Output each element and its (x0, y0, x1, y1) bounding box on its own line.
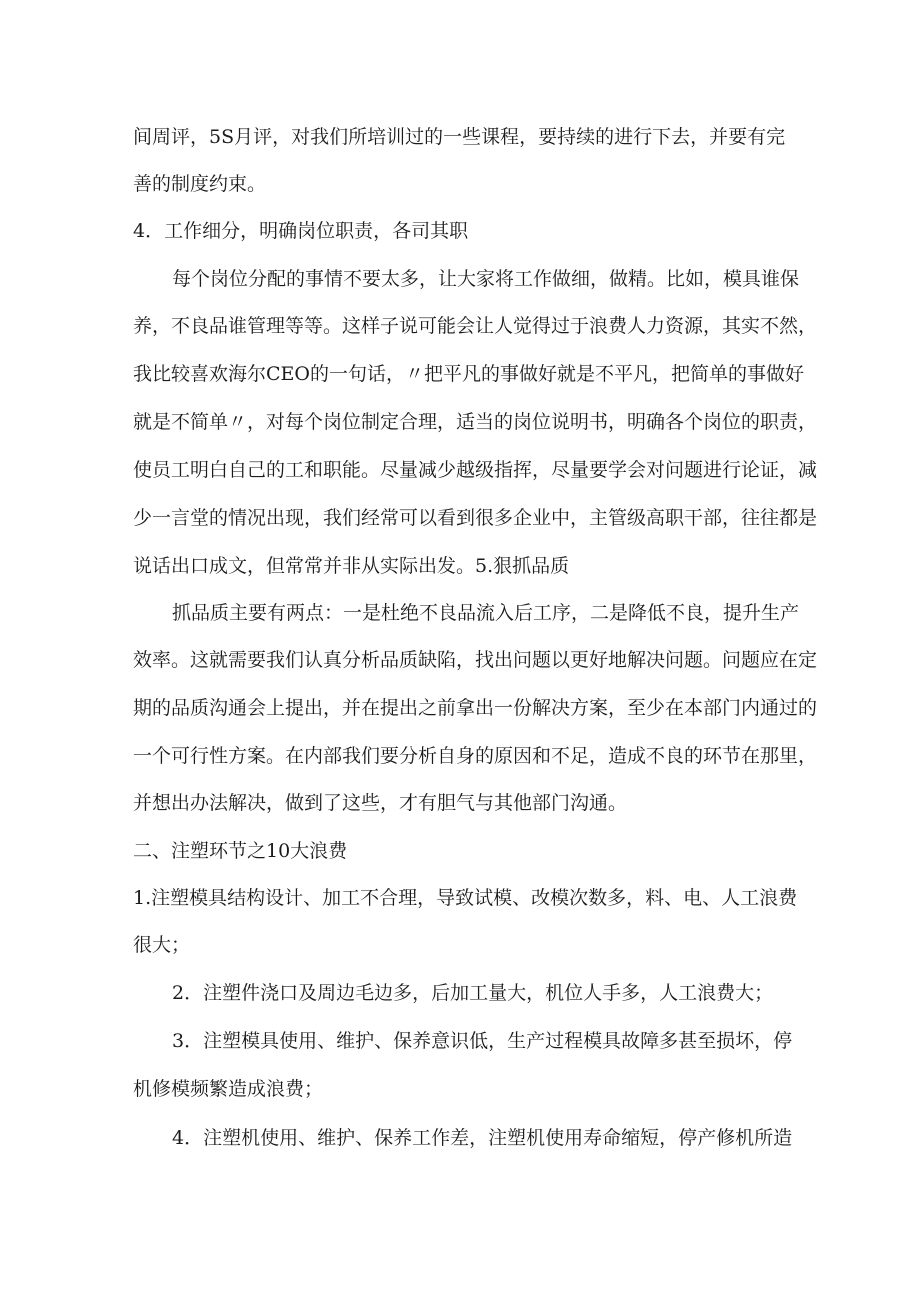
paragraph-line: 使员工明白自己的工和职能。尽量减少越级指挥，尽量要学会对问题进行论证，减 (133, 459, 818, 481)
paragraph-line: 善的制度约束。 (133, 173, 267, 195)
paragraph-line: 间周评，5S月评，对我们所培训过的一些课程，要持续的进行下去，并要有完 (133, 126, 786, 148)
paragraph-line: 说话出口成文，但常常并非从实际出发。5.狠抓品质 (133, 555, 570, 577)
paragraph-line: 每个岗位分配的事情不要太多，让大家将工作做细，做精。比如，模具谁保 (172, 268, 800, 290)
paragraph-line: 抓品质主要有两点：一是杜绝不良品流入后工序，二是降低不良，提升生产 (172, 602, 800, 624)
paragraph-line: 效率。这就需要我们认真分析品质缺陷，找出问题以更好地解决问题。问题应在定 (133, 649, 818, 671)
list-item: 2．注塑件浇口及周边毛边多，后加工量大，机位人手多，人工浪费大； (172, 982, 774, 1004)
list-item: 4．注塑机使用、维护、保养工作差，注塑机使用寿命缩短，停产修机所造 (172, 1127, 793, 1149)
paragraph-line: 并想出办法解决，做到了这些，才有胆气与其他部门沟通。 (133, 792, 628, 814)
paragraph-line: 养，不良品谁管理等等。这样子说可能会让人觉得过于浪费人力资源，其实不然， (133, 315, 818, 337)
paragraph-line: 机修模频繁造成浪费； (133, 1078, 324, 1100)
section-heading: 二、注塑环节之10大浪费 (133, 840, 348, 862)
paragraph-line: 就是不简单〃，对每个岗位制定合理，适当的岗位说明书，明确各个岗位的职责， (133, 411, 818, 433)
section-heading: 4．工作细分，明确岗位职责，各司其职 (133, 220, 469, 242)
paragraph-line: 我比较喜欢海尔CEO的一句话，〃把平凡的事做好就是不平凡，把简单的事做好 (133, 363, 804, 385)
paragraph-line: 期的品质沟通会上提出，并在提出之前拿出一份解决方案，至少在本部门内通过的 (133, 697, 818, 719)
list-item: 3．注塑模具使用、维护、保养意识低，生产过程模具故障多甚至损坏，停 (172, 1030, 793, 1052)
paragraph-line: 一个可行性方案。在内部我们要分析自身的原因和不足，造成不良的环节在那里， (133, 745, 818, 767)
paragraph-line: 很大； (133, 934, 191, 956)
paragraph-line: 少一言堂的情况出现，我们经常可以看到很多企业中，主管级高职干部，往往都是 (133, 507, 818, 529)
list-item: 1.注塑模具结构设计、加工不合理，导致试模、改模次数多，料、电、人工浪费 (133, 887, 798, 909)
